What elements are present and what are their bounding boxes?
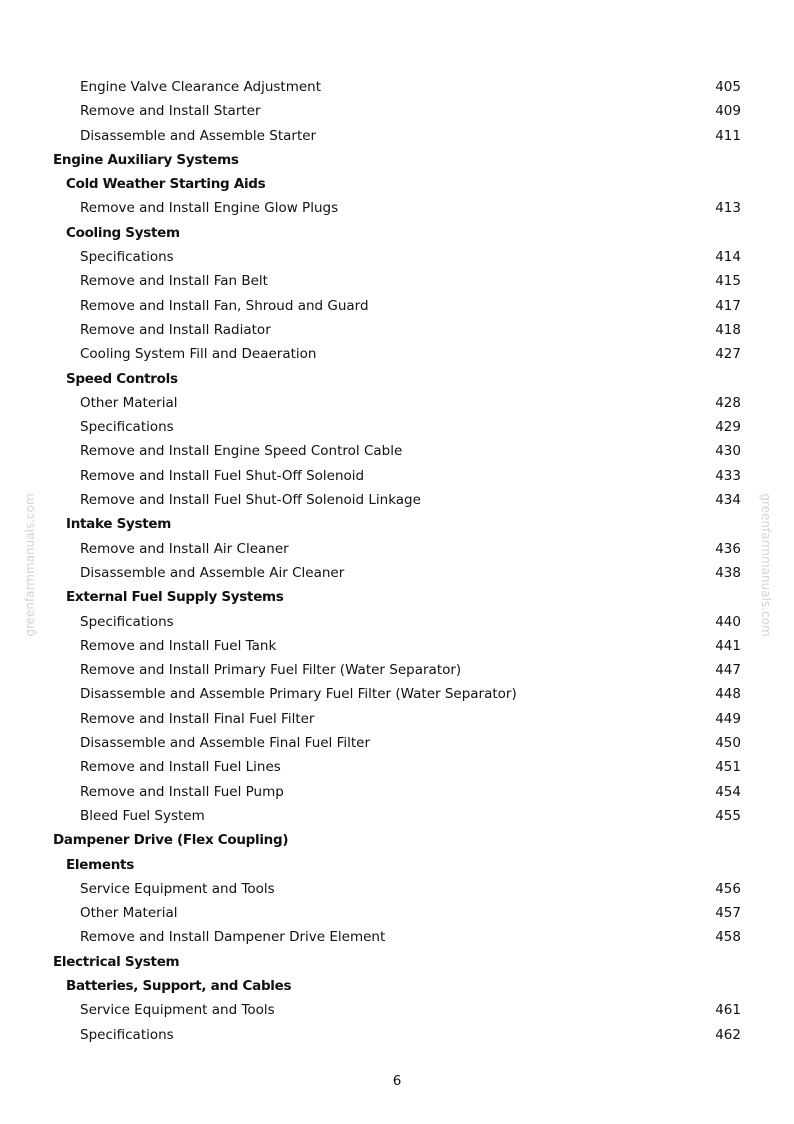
toc-entry-title: Cooling System Fill and Deaeration — [80, 346, 317, 363]
toc-entry[interactable] — [0, 391, 794, 415]
toc-section-heading — [0, 974, 794, 998]
toc-entry[interactable] — [0, 439, 794, 463]
toc-entry-title: Remove and Install Final Fuel Filter — [80, 710, 315, 727]
toc-entry-title: Disassemble and Assemble Starter — [80, 127, 317, 144]
toc-entry-page: 430 — [715, 443, 741, 460]
toc-entry-page: 409 — [715, 103, 741, 120]
toc-section-heading — [0, 828, 794, 852]
toc-entry[interactable] — [0, 75, 794, 99]
toc-entry[interactable] — [0, 804, 794, 828]
watermark-right: greenfarmmanuals.com — [759, 493, 773, 637]
toc-entry-title: Remove and Install Starter — [80, 103, 261, 120]
toc-entry-page: 428 — [715, 394, 741, 411]
page-number: 6 — [392, 1073, 402, 1089]
toc-entry-page: 418 — [715, 321, 741, 338]
toc-entry-title: Remove and Install Fuel Shut-Off Solenoid — [80, 467, 365, 484]
toc-entry-page: 417 — [715, 297, 741, 314]
toc-entry-title: Service Equipment and Tools — [80, 880, 275, 897]
toc-entry[interactable] — [0, 196, 794, 220]
table-of-contents — [0, 75, 794, 1047]
toc-entry-title: Remove and Install Radiator — [80, 321, 271, 338]
toc-entry-title: Specifications — [80, 249, 174, 266]
toc-entry-page: 456 — [715, 880, 741, 897]
toc-entry-title: Intake System — [66, 516, 172, 533]
toc-entry[interactable] — [0, 658, 794, 682]
toc-entry[interactable] — [0, 1023, 794, 1047]
toc-entry[interactable] — [0, 634, 794, 658]
toc-entry-title: Elements — [66, 856, 134, 873]
toc-entry-page: 457 — [715, 905, 741, 922]
toc-entry-title: Remove and Install Fuel Shut-Off Solenoid Linkage — [80, 492, 421, 509]
toc-entry[interactable] — [0, 877, 794, 901]
toc-entry-title: Specifications — [80, 613, 174, 630]
toc-entry-page: 436 — [715, 540, 741, 557]
toc-section-heading — [0, 512, 794, 536]
watermark-left: greenfarmmanuals.com — [23, 493, 37, 637]
toc-entry[interactable] — [0, 537, 794, 561]
toc-entry-title: Remove and Install Fuel Pump — [80, 783, 284, 800]
toc-entry-page: 411 — [715, 127, 741, 144]
toc-entry[interactable] — [0, 610, 794, 634]
toc-entry-title: External Fuel Supply Systems — [66, 589, 284, 606]
toc-entry[interactable] — [0, 731, 794, 755]
toc-entry[interactable] — [0, 269, 794, 293]
toc-entry[interactable] — [0, 780, 794, 804]
toc-section-heading — [0, 585, 794, 609]
toc-entry-page: 448 — [715, 686, 741, 703]
toc-entry-title: Engine Valve Clearance Adjustment — [80, 79, 322, 95]
toc-entry-page: 415 — [715, 273, 741, 290]
toc-section-heading — [0, 853, 794, 877]
toc-entry-title: Remove and Install Engine Glow Plugs — [80, 200, 339, 217]
toc-entry-page: 441 — [715, 637, 741, 654]
toc-entry[interactable] — [0, 901, 794, 925]
toc-entry[interactable] — [0, 342, 794, 366]
toc-entry-title: Remove and Install Engine Speed Control Cable — [80, 443, 403, 460]
toc-entry-title: Bleed Fuel System — [80, 807, 205, 824]
toc-entry[interactable] — [0, 561, 794, 585]
toc-entry-title: Specifications — [80, 1026, 174, 1043]
toc-entry[interactable] — [0, 707, 794, 731]
toc-entry-page: 433 — [715, 467, 741, 484]
toc-entry-title: Remove and Install Dampener Drive Element — [80, 929, 386, 946]
toc-entry-page: 434 — [715, 492, 741, 509]
toc-entry-title: Electrical System — [53, 953, 180, 970]
toc-entry-page: 405 — [715, 79, 741, 95]
toc-entry-title: Disassemble and Assemble Air Cleaner — [80, 564, 345, 581]
toc-section-heading — [0, 172, 794, 196]
toc-entry-title: Cooling System — [66, 224, 180, 241]
toc-entry[interactable] — [0, 755, 794, 779]
toc-entry-page: 429 — [715, 419, 741, 436]
toc-entry-title: Remove and Install Fan, Shroud and Guard — [80, 297, 369, 314]
toc-entry-page: 447 — [715, 662, 741, 679]
toc-entry-page: 450 — [715, 735, 741, 752]
toc-entry[interactable] — [0, 464, 794, 488]
toc-entry[interactable] — [0, 415, 794, 439]
toc-entry-page: 438 — [715, 564, 741, 581]
toc-section-heading — [0, 950, 794, 974]
toc-entry-title: Dampener Drive (Flex Coupling) — [53, 832, 289, 849]
toc-entry[interactable] — [0, 925, 794, 949]
toc-entry[interactable] — [0, 245, 794, 269]
toc-entry-title: Specifications — [80, 419, 174, 436]
toc-entry-title: Disassemble and Assemble Primary Fuel Filter (Water Separator) — [80, 686, 517, 703]
toc-section-heading — [0, 221, 794, 245]
toc-entry-page: 458 — [715, 929, 741, 946]
toc-entry[interactable] — [0, 294, 794, 318]
toc-entry-page: 427 — [715, 346, 741, 363]
toc-entry-page: 413 — [715, 200, 741, 217]
toc-entry-page: 461 — [715, 1002, 741, 1019]
toc-entry-title: Remove and Install Fuel Lines — [80, 759, 281, 776]
toc-entry[interactable] — [0, 998, 794, 1022]
toc-entry-page: 451 — [715, 759, 741, 776]
toc-entry-title: Other Material — [80, 394, 178, 411]
toc-entry-page: 449 — [715, 710, 741, 727]
toc-section-heading — [0, 367, 794, 391]
toc-entry-page: 455 — [715, 807, 741, 824]
toc-section-heading — [0, 148, 794, 172]
toc-entry-title: Speed Controls — [66, 370, 178, 387]
toc-entry-title: Cold Weather Starting Aids — [66, 176, 266, 193]
toc-entry-page: 414 — [715, 249, 741, 266]
toc-entry-title: Service Equipment and Tools — [80, 1002, 275, 1019]
toc-entry-title: Disassemble and Assemble Final Fuel Filter — [80, 735, 371, 752]
toc-entry-title: Engine Auxiliary Systems — [53, 151, 239, 168]
toc-entry[interactable] — [0, 124, 794, 148]
toc-entry-title: Other Material — [80, 905, 178, 922]
toc-entry-title: Remove and Install Air Cleaner — [80, 540, 289, 557]
toc-entry[interactable] — [0, 318, 794, 342]
toc-entry-page: 454 — [715, 783, 741, 800]
toc-entry-title: Remove and Install Fan Belt — [80, 273, 268, 290]
toc-entry-title: Batteries, Support, and Cables — [66, 977, 292, 994]
toc-entry-page: 440 — [715, 613, 741, 630]
toc-entry[interactable] — [0, 99, 794, 123]
toc-entry[interactable] — [0, 682, 794, 706]
toc-entry-title: Remove and Install Fuel Tank — [80, 637, 277, 654]
toc-entry[interactable] — [0, 488, 794, 512]
toc-entry-title: Remove and Install Primary Fuel Filter (Water Separator) — [80, 662, 462, 679]
toc-entry-page: 462 — [715, 1026, 741, 1043]
